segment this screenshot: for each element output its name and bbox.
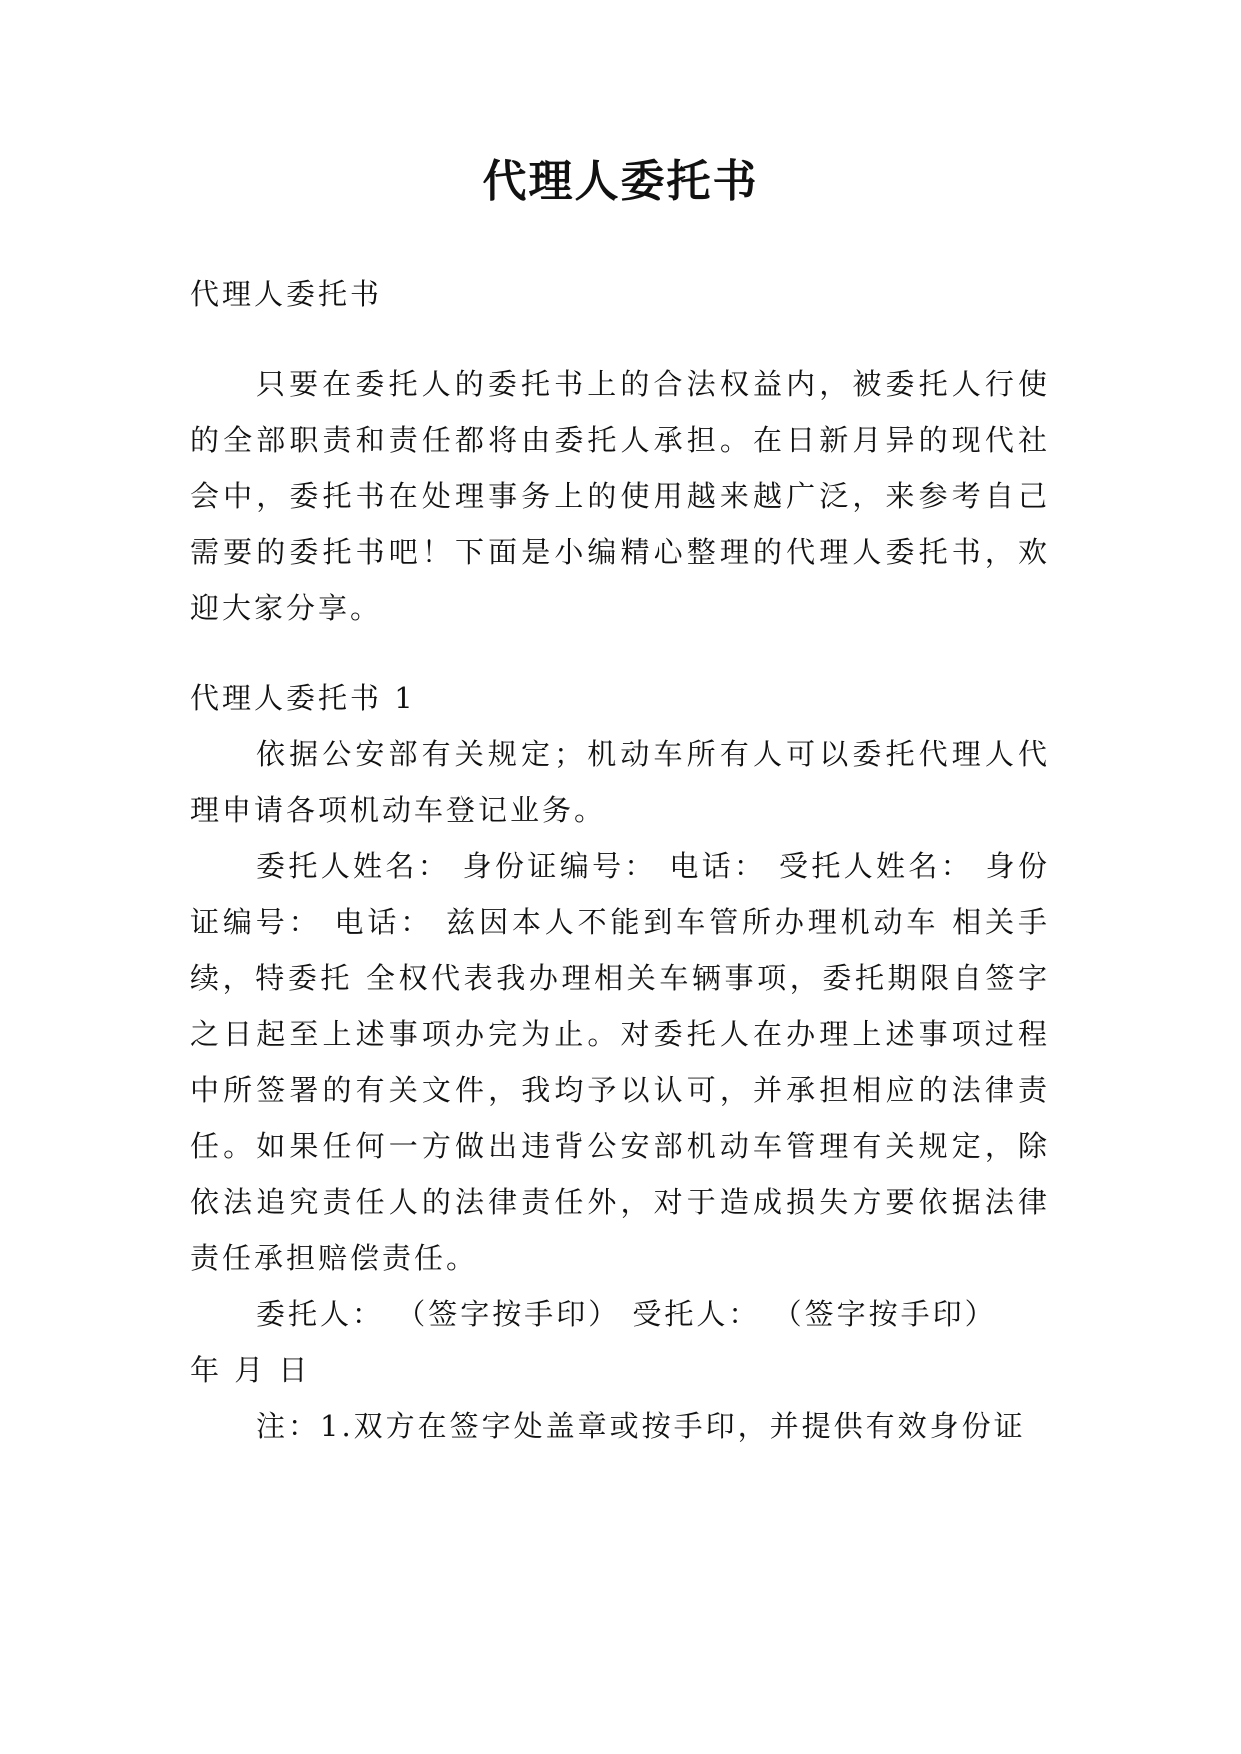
intro-block	[190, 356, 1050, 636]
intro-paragraph: 只要在委托人的委托书上的合法权益内，被委托人行使的全部职责和责任都将由委托人承担。在日新月异的现代社会中，委托书在处理事务上的使用越来越广泛，来参考自己需要的委托书吧！下面是小编精心整理的代理人委托书，欢迎大家分享。	[190, 367, 1050, 625]
document-subtitle: 代理人委托书	[190, 277, 383, 311]
signature-line: 委托人： （签字按手印） 受托人： （签字按手印）	[256, 1297, 997, 1331]
section-1-paragraph-1: 依据公安部有关规定；机动车所有人可以委托代理人代理申请各项机动车登记业务。	[190, 737, 1050, 827]
section-1	[190, 670, 1050, 1454]
section-1-heading: 代理人委托书 1	[190, 681, 416, 715]
date-line: 年 月 日	[190, 1353, 311, 1387]
document-title: 代理人委托书	[482, 156, 759, 207]
subtitle-block	[190, 266, 1050, 322]
note-line: 注：1.双方在签字处盖章或按手印，并提供有效身份证	[256, 1409, 1026, 1443]
section-1-paragraph-2: 委托人姓名： 身份证编号： 电话： 受托人姓名： 身份证编号： 电话： 兹因本人不能到车管所办理机动车 相关手续，特委托 全权代表我办理相关车辆事项，委托期限自签字之日起至上述事项办完为止。对委托人在办理上述事项过程中所签署的有关文件，我均予以认可，并承担相应的法律责任。如果任何一方做出违背公安部机动车管理有关规定，除依法追究责任人的法律责任外，对于造成损失方要依据法律责任承担赔偿责任。	[190, 849, 1050, 1275]
